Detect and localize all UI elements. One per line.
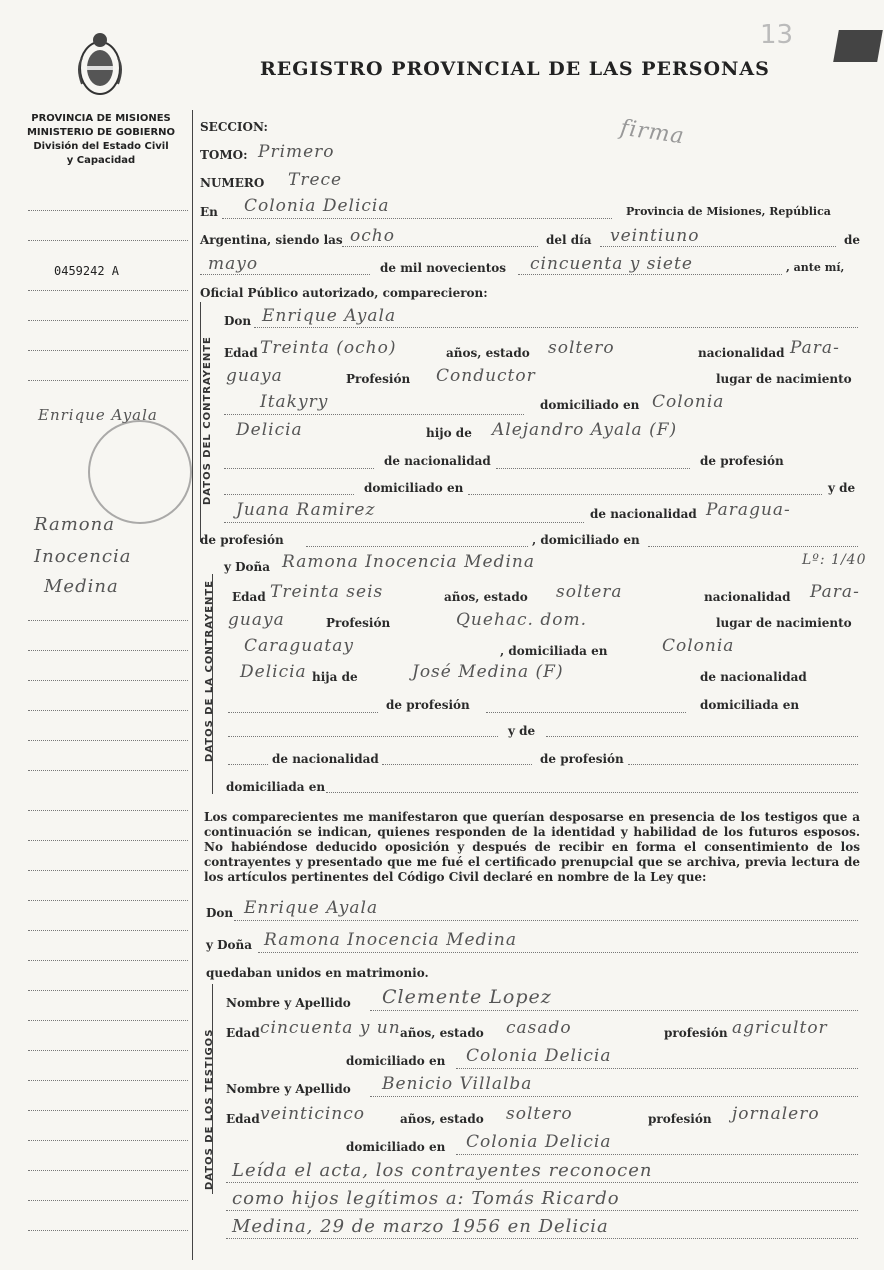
nombre-t1-label: Nombre y Apellido [226, 996, 351, 1010]
page-title: REGISTRO PROVINCIAL DE LAS PERSONAS [260, 58, 770, 80]
domiciliado-t2-label: domiciliado en [346, 1140, 446, 1154]
estado-dona-value: soltera [556, 582, 623, 602]
oficial-label: Oficial Público autorizado, comparecieron: [200, 286, 488, 300]
domiciliado-label: domiciliado en [540, 398, 640, 412]
estado-t2-label: años, estado [400, 1112, 484, 1126]
edad-label: Edad [224, 346, 258, 360]
numero-value: Trece [288, 170, 343, 190]
nacionalidad-label: nacionalidad [698, 346, 785, 360]
de-nac-dona-label: de nacionalidad [272, 752, 379, 766]
de-profesion-dona-label: de profesión [386, 698, 470, 712]
hijo-de-label: hijo de [426, 426, 472, 440]
de-profesion-label-2: de profesión [200, 533, 284, 547]
dom-t2-value: Colonia Delicia [466, 1132, 612, 1152]
numero-label: NUMERO [200, 176, 265, 190]
domiciliado-t1-label: domiciliado en [346, 1054, 446, 1068]
domiciliado-label-2: domiciliado en [364, 481, 464, 495]
argentina-label: Argentina, siendo las [200, 233, 343, 247]
mes-value: mayo [208, 254, 259, 274]
profesion-t1-label: profesión [664, 1026, 728, 1040]
note-line-1: Leída el acta, los contrayentes reconocen [232, 1160, 653, 1181]
dona-2-value: Ramona Inocencia Medina [264, 930, 517, 950]
don-label: Don [224, 314, 252, 328]
y-dona-label: y Doña [224, 560, 271, 574]
nombre-t2-label: Nombre y Apellido [226, 1082, 351, 1096]
testigo2-value: Benicio Villalba [382, 1074, 533, 1094]
en-label: En [200, 205, 218, 219]
tomo-label: TOMO: [200, 148, 248, 162]
profesion-value: Conductor [436, 366, 536, 386]
profesion-t2-label: profesión [648, 1112, 712, 1126]
domiciliada-label: , domiciliada en [500, 644, 608, 658]
hora-value: ocho [350, 226, 395, 246]
datos-la-contrayente-label: DATOS DE LA CONTRAYENTE [204, 579, 215, 762]
official-seal-icon [88, 420, 192, 524]
de-profesion-label: de profesión [700, 454, 784, 468]
prof-t2-value: jornalero [732, 1104, 820, 1124]
prof-t1-value: agricultor [732, 1018, 828, 1038]
madre-value: Juana Ramirez [236, 500, 376, 520]
prof-dona-value: Quehac. dom. [456, 610, 587, 630]
margin-note-3: Inocencia [34, 546, 132, 567]
lugar-nac-label: lugar de nacimiento [716, 372, 852, 386]
lugar-dona-value: Caraguatay [244, 636, 354, 656]
datos-testigos-label: DATOS DE LOS TESTIGOS [204, 1028, 215, 1190]
nac-dona-value-2: guaya [228, 610, 285, 630]
dom-t1-value: Colonia Delicia [466, 1046, 612, 1066]
profesion-label: Profesión [346, 372, 411, 386]
margin-note-2: Ramona [34, 514, 115, 535]
y-de-dona-label: y de [508, 724, 536, 738]
testigo1-value: Clemente Lopez [382, 986, 552, 1008]
del-dia-label: del día [546, 233, 592, 247]
nacionalidad-dona-label: nacionalidad [704, 590, 791, 604]
seccion-label: SECCION: [200, 120, 268, 134]
edad-value: Treinta (ocho) [260, 338, 397, 358]
margin-note-1: Enrique Ayala [38, 406, 158, 424]
y-dona-2-label: y Doña [206, 938, 253, 952]
dona-note: Lº: 1/40 [802, 552, 867, 568]
nacionalidad-dona-label-2: de nacionalidad [700, 670, 807, 684]
lugar-dona-label: lugar de nacimiento [716, 616, 852, 630]
y-de-label: y de [828, 481, 856, 495]
coat-of-arms-icon [72, 28, 128, 100]
edad-t2-value: veinticinco [260, 1104, 365, 1124]
edad-dona-label: Edad [232, 590, 266, 604]
nacionalidad-value-2: guaya [226, 366, 283, 386]
don-value: Enrique Ayala [262, 306, 397, 326]
domicilio-value: Colonia [652, 392, 725, 412]
estado-t1-value: casado [506, 1018, 572, 1038]
padre-dona-value: José Medina (F) [412, 662, 564, 682]
datos-contrayente-label: DATOS DEL CONTRAYENTE [202, 336, 213, 505]
madre-nacionalidad-label: de nacionalidad [590, 507, 697, 521]
page-number: 13 [760, 20, 794, 50]
edad-t1-value: cincuenta y un [260, 1018, 401, 1038]
separator-line [192, 110, 193, 1260]
edad-t1-label: Edad [226, 1026, 260, 1040]
de-nacionalidad-label: de nacionalidad [384, 454, 491, 468]
estado-t2-value: soltero [506, 1104, 573, 1124]
anio-value: cincuenta y siete [530, 254, 693, 274]
domiciliada-label-3: domiciliada en [226, 780, 326, 794]
anos-estado-label: años, estado [446, 346, 530, 360]
domiciliado-label-3: , domiciliado en [532, 533, 640, 547]
estado-value: soltero [548, 338, 615, 358]
quedaban-label: quedaban unidos en matrimonio. [206, 966, 429, 980]
dom-dona-value-2: Delicia [240, 662, 307, 682]
lugar-nac-value: Itakyry [260, 392, 329, 412]
note-line-3: Medina, 29 de marzo 1956 en Delicia [232, 1216, 609, 1237]
domicilio-value-2: Delicia [236, 420, 303, 440]
domiciliada-label-2: domiciliada en [700, 698, 800, 712]
corner-stamp [833, 30, 883, 62]
padre-value: Alejandro Ayala (F) [492, 420, 678, 440]
edad-t2-label: Edad [226, 1112, 260, 1126]
serial-number: 0459242 A [54, 264, 120, 278]
dom-dona-value: Colonia [662, 636, 735, 656]
margin-note-4: Medina [44, 576, 119, 597]
anos-estado-dona-label: años, estado [444, 590, 528, 604]
don-2-label: Don [206, 906, 234, 920]
note-line-2: como hijos legítimos a: Tomás Ricardo [232, 1188, 620, 1209]
profesion-dona-label: Profesión [326, 616, 391, 630]
declaration-paragraph: Los comparecientes me manifestaron que querían desposarse en presencia de los testigos que a continuación se indican, quienes responden de la identidad y habilidad de los futuros esposos. No habiéndose deducido oposición y después de recibir en forma el consentimiento de los contrayentes y presentado que me fué el certificado prenupcial que se archiva, previa lectura de los artículos pertinentes del Código Civil declaré en nombre de la Ley que: [204, 810, 860, 884]
nacionalidad-value: Para- [790, 338, 840, 358]
mil-nov-label: de mil novecientos [380, 261, 507, 275]
madre-nac-value: Paragua- [706, 500, 791, 520]
dia-value: veintiuno [610, 226, 700, 246]
provincia-label: Provincia de Misiones, República [626, 205, 831, 218]
edad-dona-value: Treinta seis [270, 582, 384, 602]
nac-dona-value: Para- [810, 582, 860, 602]
dona-value: Ramona Inocencia Medina [282, 552, 535, 572]
signature-top: firma [618, 115, 687, 150]
estado-t1-label: años, estado [400, 1026, 484, 1040]
province-heading: PROVINCIA DE MISIONES MINISTERIO DE GOBIERNO División del Estado Civil y Capacidad [26, 113, 176, 166]
don-2-value: Enrique Ayala [244, 898, 379, 918]
en-value: Colonia Delicia [244, 196, 390, 216]
ante-mi-label: , ante mí, [786, 261, 845, 274]
hija-de-label: hija de [312, 670, 358, 684]
de-label: de [844, 233, 861, 247]
de-prof-dona-label: de profesión [540, 752, 624, 766]
tomo-value: Primero [258, 142, 335, 162]
